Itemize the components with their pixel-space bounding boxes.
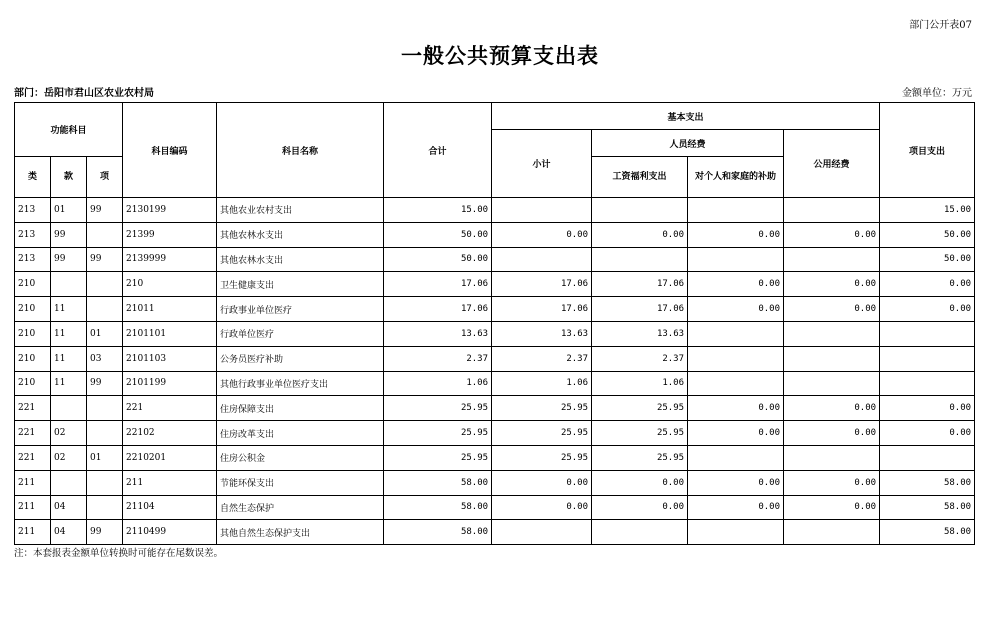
cell-public — [784, 445, 880, 470]
cell-wages: 25.95 — [592, 421, 688, 446]
cell-code: 21104 — [123, 495, 217, 520]
cell-public — [784, 371, 880, 396]
cell-project — [880, 371, 975, 396]
cell-code: 221 — [123, 396, 217, 421]
cell-name: 其他农林水支出 — [217, 247, 384, 272]
cell-subtotal: 0.00 — [492, 495, 592, 520]
cell-subsidy: 0.00 — [688, 222, 784, 247]
cell-name: 其他自然生态保护支出 — [217, 520, 384, 545]
cell-name: 行政单位医疗 — [217, 321, 384, 346]
table-row — [15, 222, 975, 247]
cell-lei: 210 — [15, 297, 51, 322]
cell-wages: 25.95 — [592, 396, 688, 421]
cell-xiang: 01 — [87, 445, 123, 470]
cell-wages — [592, 198, 688, 223]
cell-kuan: 04 — [51, 495, 87, 520]
cell-subsidy: 0.00 — [688, 272, 784, 297]
cell-public: 0.00 — [784, 421, 880, 446]
header-func-subject: 功能科目 — [15, 103, 123, 157]
cell-code: 2210201 — [123, 445, 217, 470]
cell-wages: 17.06 — [592, 297, 688, 322]
cell-xiang — [87, 222, 123, 247]
cell-project: 58.00 — [880, 470, 975, 495]
budget-table — [14, 102, 975, 545]
cell-kuan — [51, 396, 87, 421]
table-row — [15, 346, 975, 371]
cell-code: 21011 — [123, 297, 217, 322]
cell-kuan — [51, 470, 87, 495]
table-row — [15, 371, 975, 396]
cell-xiang: 99 — [87, 247, 123, 272]
cell-public: 0.00 — [784, 470, 880, 495]
cell-subtotal — [492, 520, 592, 545]
table-header — [15, 103, 975, 198]
cell-xiang — [87, 470, 123, 495]
cell-lei: 211 — [15, 520, 51, 545]
cell-public — [784, 247, 880, 272]
header-subtotal: 小计 — [492, 130, 592, 198]
table-row — [15, 272, 975, 297]
cell-subtotal — [492, 247, 592, 272]
cell-lei: 221 — [15, 396, 51, 421]
cell-subsidy — [688, 346, 784, 371]
cell-xiang: 03 — [87, 346, 123, 371]
cell-project — [880, 346, 975, 371]
cell-xiang — [87, 272, 123, 297]
cell-project — [880, 321, 975, 346]
cell-public — [784, 346, 880, 371]
cell-public: 0.00 — [784, 396, 880, 421]
cell-public — [784, 321, 880, 346]
header-code: 科目编码 — [123, 103, 217, 198]
department-label: 部门：岳阳市君山区农业农村局 — [14, 88, 154, 99]
cell-lei: 213 — [15, 247, 51, 272]
header-kuan: 款 — [51, 157, 87, 198]
cell-subtotal: 25.95 — [492, 445, 592, 470]
cell-xiang — [87, 396, 123, 421]
amount-unit-label: 金额单位：万元 — [902, 88, 972, 99]
cell-public: 0.00 — [784, 297, 880, 322]
cell-subsidy — [688, 198, 784, 223]
cell-total: 50.00 — [384, 247, 492, 272]
cell-kuan: 11 — [51, 297, 87, 322]
cell-project: 0.00 — [880, 272, 975, 297]
cell-project: 58.00 — [880, 520, 975, 545]
cell-project: 58.00 — [880, 495, 975, 520]
cell-project: 50.00 — [880, 222, 975, 247]
cell-lei: 221 — [15, 445, 51, 470]
cell-lei: 211 — [15, 470, 51, 495]
cell-code: 21399 — [123, 222, 217, 247]
header-lei: 类 — [15, 157, 51, 198]
table-row — [15, 445, 975, 470]
cell-wages: 1.06 — [592, 371, 688, 396]
cell-lei: 213 — [15, 222, 51, 247]
cell-name: 卫生健康支出 — [217, 272, 384, 297]
cell-public: 0.00 — [784, 272, 880, 297]
table-row — [15, 321, 975, 346]
cell-kuan: 11 — [51, 371, 87, 396]
cell-subtotal: 2.37 — [492, 346, 592, 371]
cell-total: 50.00 — [384, 222, 492, 247]
header-basic: 基本支出 — [492, 103, 880, 130]
cell-wages — [592, 247, 688, 272]
table-row — [15, 421, 975, 446]
cell-public — [784, 198, 880, 223]
cell-name: 公务员医疗补助 — [217, 346, 384, 371]
cell-kuan — [51, 272, 87, 297]
cell-project — [880, 445, 975, 470]
cell-wages: 0.00 — [592, 495, 688, 520]
cell-wages: 13.63 — [592, 321, 688, 346]
cell-subsidy: 0.00 — [688, 495, 784, 520]
cell-public: 0.00 — [784, 495, 880, 520]
cell-name: 自然生态保护 — [217, 495, 384, 520]
cell-subsidy — [688, 371, 784, 396]
cell-project: 0.00 — [880, 396, 975, 421]
table-row — [15, 495, 975, 520]
cell-xiang: 99 — [87, 198, 123, 223]
cell-name: 其他农林水支出 — [217, 222, 384, 247]
cell-code: 211 — [123, 470, 217, 495]
cell-total: 25.95 — [384, 445, 492, 470]
cell-subtotal: 25.95 — [492, 396, 592, 421]
table-row — [15, 520, 975, 545]
cell-total: 17.06 — [384, 272, 492, 297]
cell-wages — [592, 520, 688, 545]
cell-lei: 210 — [15, 321, 51, 346]
cell-subsidy — [688, 445, 784, 470]
cell-kuan: 99 — [51, 222, 87, 247]
cell-subtotal: 17.06 — [492, 297, 592, 322]
cell-kuan: 11 — [51, 346, 87, 371]
header-name: 科目名称 — [217, 103, 384, 198]
cell-lei: 210 — [15, 272, 51, 297]
cell-subsidy: 0.00 — [688, 396, 784, 421]
table-row — [15, 297, 975, 322]
cell-subtotal: 25.95 — [492, 421, 592, 446]
header-subsidy: 对个人和家庭的补助 — [688, 157, 784, 198]
table-row — [15, 470, 975, 495]
cell-total: 15.00 — [384, 198, 492, 223]
table-row — [15, 247, 975, 272]
cell-public: 0.00 — [784, 222, 880, 247]
cell-total: 58.00 — [384, 495, 492, 520]
cell-kuan: 01 — [51, 198, 87, 223]
cell-project: 15.00 — [880, 198, 975, 223]
cell-code: 2101199 — [123, 371, 217, 396]
cell-code: 2130199 — [123, 198, 217, 223]
cell-xiang: 01 — [87, 321, 123, 346]
cell-xiang — [87, 421, 123, 446]
cell-wages: 25.95 — [592, 445, 688, 470]
header-xiang: 项 — [87, 157, 123, 198]
cell-name: 住房保障支出 — [217, 396, 384, 421]
cell-total: 2.37 — [384, 346, 492, 371]
cell-lei: 211 — [15, 495, 51, 520]
table-row — [15, 198, 975, 223]
cell-total: 58.00 — [384, 520, 492, 545]
cell-total: 25.95 — [384, 421, 492, 446]
cell-total: 13.63 — [384, 321, 492, 346]
cell-subtotal: 1.06 — [492, 371, 592, 396]
cell-subtotal: 13.63 — [492, 321, 592, 346]
cell-subsidy: 0.00 — [688, 470, 784, 495]
cell-lei: 210 — [15, 371, 51, 396]
header-wages: 工资福利支出 — [592, 157, 688, 198]
cell-kuan: 04 — [51, 520, 87, 545]
cell-name: 节能环保支出 — [217, 470, 384, 495]
table-row — [15, 396, 975, 421]
form-code: 部门公开表07 — [909, 20, 972, 31]
cell-subtotal — [492, 198, 592, 223]
cell-kuan: 02 — [51, 421, 87, 446]
cell-code: 2110499 — [123, 520, 217, 545]
cell-name: 其他行政事业单位医疗支出 — [217, 371, 384, 396]
header-total: 合计 — [384, 103, 492, 198]
cell-subsidy: 0.00 — [688, 421, 784, 446]
cell-wages: 0.00 — [592, 470, 688, 495]
cell-code: 2101101 — [123, 321, 217, 346]
cell-xiang: 99 — [87, 371, 123, 396]
cell-kuan: 11 — [51, 321, 87, 346]
cell-name: 行政事业单位医疗 — [217, 297, 384, 322]
cell-subtotal: 0.00 — [492, 222, 592, 247]
cell-public — [784, 520, 880, 545]
cell-wages: 0.00 — [592, 222, 688, 247]
cell-subsidy: 0.00 — [688, 297, 784, 322]
cell-lei: 221 — [15, 421, 51, 446]
header-public: 公用经费 — [784, 130, 880, 198]
cell-wages: 2.37 — [592, 346, 688, 371]
page-title: 一般公共预算支出表 — [401, 43, 599, 68]
cell-lei: 213 — [15, 198, 51, 223]
cell-kuan: 99 — [51, 247, 87, 272]
cell-kuan: 02 — [51, 445, 87, 470]
table-body — [15, 198, 975, 545]
cell-name: 住房改革支出 — [217, 421, 384, 446]
cell-total: 58.00 — [384, 470, 492, 495]
cell-project: 0.00 — [880, 421, 975, 446]
cell-total: 1.06 — [384, 371, 492, 396]
cell-code: 210 — [123, 272, 217, 297]
cell-project: 50.00 — [880, 247, 975, 272]
cell-total: 25.95 — [384, 396, 492, 421]
cell-lei: 210 — [15, 346, 51, 371]
cell-wages: 17.06 — [592, 272, 688, 297]
header-personnel: 人员经费 — [592, 130, 784, 157]
footnote: 注：本套报表金额单位转换时可能存在尾数误差。 — [14, 548, 224, 559]
cell-code: 2139999 — [123, 247, 217, 272]
cell-xiang — [87, 297, 123, 322]
cell-subtotal: 0.00 — [492, 470, 592, 495]
cell-subtotal: 17.06 — [492, 272, 592, 297]
cell-code: 22102 — [123, 421, 217, 446]
cell-name: 住房公积金 — [217, 445, 384, 470]
cell-subsidy — [688, 247, 784, 272]
cell-subsidy — [688, 321, 784, 346]
cell-name: 其他农业农村支出 — [217, 198, 384, 223]
cell-subsidy — [688, 520, 784, 545]
cell-project: 0.00 — [880, 297, 975, 322]
cell-xiang: 99 — [87, 520, 123, 545]
cell-code: 2101103 — [123, 346, 217, 371]
cell-xiang — [87, 495, 123, 520]
header-project: 项目支出 — [880, 103, 975, 198]
cell-total: 17.06 — [384, 297, 492, 322]
